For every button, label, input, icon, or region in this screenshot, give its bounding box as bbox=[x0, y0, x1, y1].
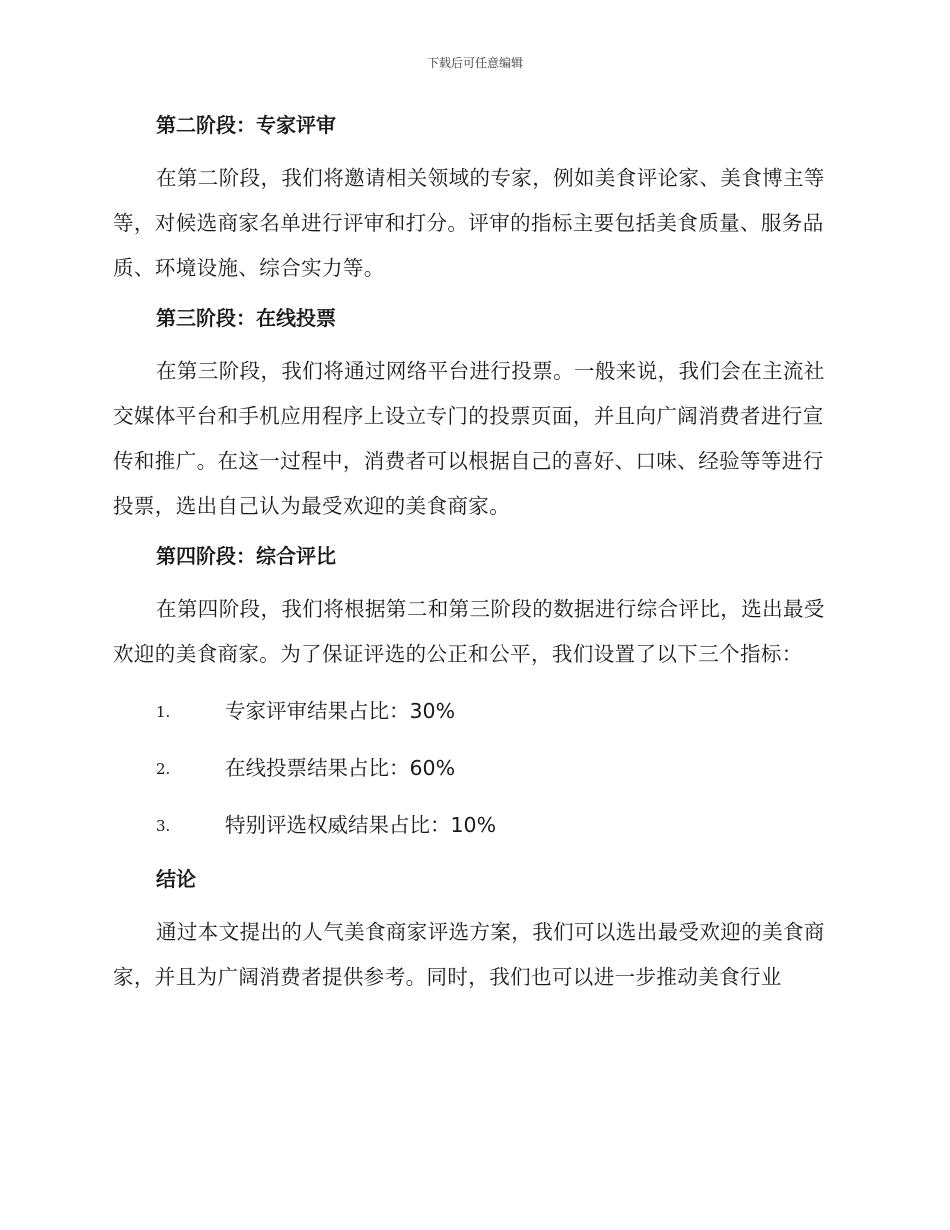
list-item-number: 2. bbox=[156, 760, 171, 778]
conclusion-paragraph: 通过本文提出的人气美食商家评选方案，我们可以选出最受欢迎的美食商家，并且为广阔消费者提供参考。同时，我们也可以进一步推动美食行业 bbox=[113, 920, 825, 989]
stage2-heading: 第二阶段：专家评审 bbox=[156, 113, 336, 137]
list-item-number: 1. bbox=[156, 703, 171, 721]
stage2-paragraph: 在第二阶段，我们将邀请相关领域的专家，例如美食评论家、美食博主等等，对候选商家名单进行评审和打分。评审的指标主要包括美食质量、服务品质、环境设施、综合实力等。 bbox=[113, 166, 825, 280]
list-item bbox=[113, 689, 833, 746]
header-note: 下载后可任意编辑 bbox=[426, 56, 523, 70]
stage4-paragraph: 在第四阶段，我们将根据第二和第三阶段的数据进行综合评比，选出最受欢迎的美食商家。为了保证评选的公正和公平，我们设置了以下三个指标： bbox=[113, 597, 825, 666]
stage3-heading: 第三阶段：在线投票 bbox=[156, 306, 336, 330]
criteria-list bbox=[113, 689, 833, 860]
stage4-heading: 第四阶段：综合评比 bbox=[156, 544, 336, 568]
conclusion-heading: 结论 bbox=[156, 867, 196, 891]
list-item bbox=[113, 803, 833, 860]
list-item-number: 3. bbox=[156, 817, 171, 835]
list-item-text: 特别评选权威结果占比：10% bbox=[225, 813, 497, 837]
list-item-text: 专家评审结果占比：30% bbox=[225, 699, 456, 723]
list-item-text: 在线投票结果占比：60% bbox=[225, 756, 456, 780]
stage3-paragraph: 在第三阶段，我们将通过网络平台进行投票。一般来说，我们会在主流社交媒体平台和手机应用程序上设立专门的投票页面，并且向广阔消费者进行宣传和推广。在这一过程中，消费者可以根据自己的喜好、口味、经验等等进行投票，选出自己认为最受欢迎的美食商家。 bbox=[113, 359, 825, 518]
document-body bbox=[113, 110, 833, 1012]
list-item bbox=[113, 746, 833, 803]
